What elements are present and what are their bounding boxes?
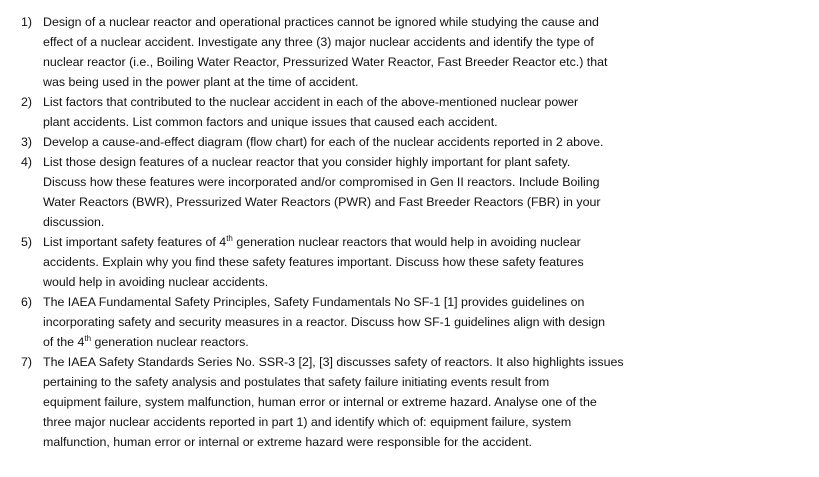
question-text (43, 92, 683, 132)
text-line: discussion. (43, 215, 105, 229)
question-number: 4) (21, 155, 33, 169)
text-line: The IAEA Safety Standards Series No. SSR-3 [2], [3] discusses safety of reactors. It also highlights issues (43, 355, 624, 369)
question-text (43, 292, 683, 352)
text-line: List those design features of a nuclear reactor that you consider highly important for plant safety. (43, 155, 571, 169)
question-text (43, 232, 683, 292)
text-line: Water Reactors (BWR), Pressurized Water Reactors (PWR) and Fast Breeder Reactors (FBR) in your (43, 195, 601, 209)
question-7 (0, 352, 819, 452)
assignment-question-list (0, 12, 819, 452)
text-line: List factors that contributed to the nuclear accident in each of the above-mentioned nuclear power (43, 95, 579, 109)
text-line: equipment failure, system malfunction, human error or internal or extreme hazard. Analyse one of the (43, 395, 597, 409)
question-3 (0, 132, 819, 152)
question-number: 6) (21, 295, 33, 309)
text-line: effect of a nuclear accident. Investigate any three (3) major nuclear accidents and identify the type of (43, 35, 594, 49)
question-text (43, 152, 683, 232)
text-line: Design of a nuclear reactor and operational practices cannot be ignored while studying the cause and (43, 15, 599, 29)
question-text (43, 12, 683, 92)
question-6 (0, 292, 819, 352)
question-2 (0, 92, 819, 132)
question-text (43, 132, 683, 152)
question-5 (0, 232, 819, 292)
question-number: 1) (21, 15, 33, 29)
superscript-ordinal: th (84, 333, 92, 343)
text-line: pertaining to the safety analysis and postulates that safety failure initiating events result from (43, 375, 550, 389)
question-4 (0, 152, 819, 232)
question-number: 5) (21, 235, 33, 249)
question-number: 3) (21, 135, 33, 149)
text-line: accidents. Explain why you find these safety features important. Discuss how these safety features (43, 255, 584, 269)
text-line: three major nuclear accidents reported in part 1) and identify which of: equipment failure, system (43, 415, 572, 429)
superscript-ordinal: th (226, 233, 233, 243)
text-line: nuclear reactor (i.e., Boiling Water Reactor, Pressurized Water Reactor, Fast Breeder Reactor etc.) that (43, 55, 608, 69)
text-line: incorporating safety and security measures in a reactor. Discuss how SF-1 guidelines align with design (43, 315, 605, 329)
question-text (43, 352, 683, 452)
text-line: Discuss how these features were incorporated and/or compromised in Gen II reactors. Include Boiling (43, 175, 600, 189)
question-1 (0, 12, 819, 92)
question-number: 7) (21, 355, 33, 369)
text-line: The IAEA Fundamental Safety Principles, Safety Fundamentals No SF-1 [1] provides guidelines on (43, 295, 585, 309)
text-line: was being used in the power plant at the time of accident. (43, 75, 359, 89)
question-number: 2) (21, 95, 33, 109)
text-line: List important safety features of 4th generation nuclear reactors that would help in avoiding nuclear (43, 233, 581, 249)
text-line: Develop a cause-and-effect diagram (flow chart) for each of the nuclear accidents reported in 2 above. (43, 135, 604, 149)
text-line: plant accidents. List common factors and unique issues that caused each accident. (43, 115, 498, 129)
text-line: would help in avoiding nuclear accidents. (43, 275, 269, 289)
text-line: of the 4th generation nuclear reactors. (43, 333, 249, 349)
text-line: malfunction, human error or internal or extreme hazard were responsible for the accident. (43, 435, 532, 449)
